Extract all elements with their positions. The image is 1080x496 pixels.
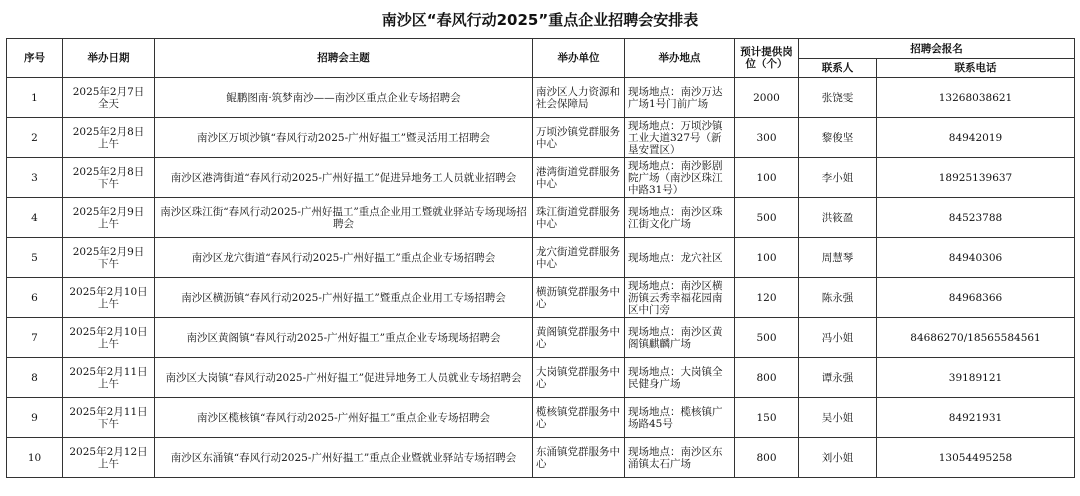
cell-no: 4 (7, 198, 63, 238)
cell-location: 现场地点：龙穴社区 (625, 238, 735, 278)
header-date: 举办日期 (63, 39, 155, 78)
cell-location: 现场地点：南沙区黄阁镇麒麟广场 (625, 318, 735, 358)
cell-date (63, 238, 155, 278)
cell-contact: 冯小姐 (799, 318, 877, 358)
cell-date (63, 198, 155, 238)
time-text: 全天 (98, 97, 119, 110)
cell-theme: 南沙区黄阁镇“春风行动2025-广州好揾工”重点企业专场现场招聘会 (155, 318, 533, 358)
cell-date (63, 158, 155, 198)
time-text: 下午 (98, 177, 119, 190)
table-row (7, 78, 1075, 118)
cell-org: 大岗镇党群服务中心 (533, 358, 625, 398)
cell-contact: 吴小姐 (799, 398, 877, 438)
cell-theme: 南沙区大岗镇“春风行动2025-广州好揾工”促进异地务工人员就业专场招聘会 (155, 358, 533, 398)
table-row (7, 318, 1075, 358)
cell-positions: 500 (735, 198, 799, 238)
cell-theme: 南沙区万顷沙镇“春风行动2025-广州好揾工”暨灵活用工招聘会 (155, 118, 533, 158)
table-row (7, 158, 1075, 198)
cell-contact: 谭永强 (799, 358, 877, 398)
cell-date (63, 78, 155, 118)
cell-org: 南沙区人力资源和社会保障局 (533, 78, 625, 118)
cell-date (63, 278, 155, 318)
time-text: 上午 (98, 337, 119, 350)
cell-org: 榄核镇党群服务中心 (533, 398, 625, 438)
table-row (7, 358, 1075, 398)
cell-org: 珠江街道党群服务中心 (533, 198, 625, 238)
cell-date (63, 318, 155, 358)
table-row (7, 278, 1075, 318)
table-row (7, 238, 1075, 278)
cell-phone: 84523788 (877, 198, 1075, 238)
cell-no: 7 (7, 318, 63, 358)
cell-contact: 陈永强 (799, 278, 877, 318)
header-phone: 联系电话 (877, 59, 1075, 78)
time-text: 上午 (98, 297, 119, 310)
date-text: 2025年2月10日 (69, 325, 148, 338)
date-text: 2025年2月7日 (72, 85, 145, 98)
time-text: 下午 (98, 257, 119, 270)
cell-contact: 洪筱盈 (799, 198, 877, 238)
page-title: 南沙区“春风行动2025”重点企业招聘会安排表 (381, 11, 699, 29)
date-text: 2025年2月8日 (72, 125, 145, 138)
cell-positions: 120 (735, 278, 799, 318)
cell-location: 现场地点：万顷沙镇工业大道327号（新垦安置区） (625, 118, 735, 158)
header-row (7, 39, 1075, 59)
cell-org: 东涌镇党群服务中心 (533, 438, 625, 478)
cell-positions: 800 (735, 438, 799, 478)
cell-theme: 鲲鹏图南·筑梦南沙——南沙区重点企业专场招聘会 (155, 78, 533, 118)
cell-location: 现场地点：大岗镇全民健身广场 (625, 358, 735, 398)
header-no: 序号 (7, 39, 63, 78)
cell-theme: 南沙区榄核镇“春风行动2025-广州好揾工”重点企业专场招聘会 (155, 398, 533, 438)
cell-theme: 南沙区港湾街道“春风行动2025-广州好揾工”促进异地务工人员就业招聘会 (155, 158, 533, 198)
header-registration: 招聘会报名 (799, 39, 1075, 59)
date-text: 2025年2月11日 (69, 405, 148, 418)
cell-location: 现场地点：南沙区横沥镇云秀幸福花园南区中门旁 (625, 278, 735, 318)
cell-date (63, 398, 155, 438)
cell-location: 现场地点：南沙区东涌镇太石广场 (625, 438, 735, 478)
time-text: 上午 (98, 377, 119, 390)
cell-no: 8 (7, 358, 63, 398)
cell-org: 港湾街道党群服务中心 (533, 158, 625, 198)
cell-org: 黄阁镇党群服务中心 (533, 318, 625, 358)
cell-positions: 800 (735, 358, 799, 398)
cell-contact: 刘小姐 (799, 438, 877, 478)
cell-no: 1 (7, 78, 63, 118)
header-contact: 联系人 (799, 59, 877, 78)
cell-location: 现场地点：南沙区珠江街文化广场 (625, 198, 735, 238)
cell-no: 6 (7, 278, 63, 318)
cell-contact: 黎俊坚 (799, 118, 877, 158)
cell-positions: 500 (735, 318, 799, 358)
date-text: 2025年2月9日 (72, 205, 145, 218)
cell-positions: 2000 (735, 78, 799, 118)
cell-date (63, 118, 155, 158)
cell-phone: 84942019 (877, 118, 1075, 158)
cell-org: 龙穴街道党群服务中心 (533, 238, 625, 278)
date-text: 2025年2月8日 (72, 165, 145, 178)
header-positions: 预计提供岗位（个） (735, 39, 799, 78)
cell-theme: 南沙区横沥镇“春风行动2025-广州好揾工”暨重点企业用工专场招聘会 (155, 278, 533, 318)
cell-location: 现场地点：南沙影剧院广场（南沙区珠江中路31号） (625, 158, 735, 198)
table-row (7, 118, 1075, 158)
schedule-table (6, 38, 1075, 478)
cell-location: 现场地点：榄核镇广场路45号 (625, 398, 735, 438)
date-text: 2025年2月11日 (69, 365, 148, 378)
header-location: 举办地点 (625, 39, 735, 78)
cell-positions: 300 (735, 118, 799, 158)
cell-positions: 100 (735, 158, 799, 198)
cell-location: 现场地点：南沙万达广场1号门前广场 (625, 78, 735, 118)
cell-theme: 南沙区珠江街“春风行动2025-广州好揾工”重点企业用工暨就业驿站专场现场招聘会 (155, 198, 533, 238)
time-text: 上午 (98, 137, 119, 150)
date-text: 2025年2月9日 (72, 245, 145, 258)
cell-contact: 张饶雯 (799, 78, 877, 118)
table-row (7, 398, 1075, 438)
cell-no: 9 (7, 398, 63, 438)
header-theme: 招聘会主题 (155, 39, 533, 78)
cell-positions: 100 (735, 238, 799, 278)
cell-phone: 84940306 (877, 238, 1075, 278)
table-row (7, 198, 1075, 238)
time-text: 上午 (98, 457, 119, 470)
cell-theme: 南沙区东涌镇“春风行动2025-广州好揾工”重点企业暨就业驿站专场招聘会 (155, 438, 533, 478)
cell-phone: 18925139637 (877, 158, 1075, 198)
date-text: 2025年2月10日 (69, 285, 148, 298)
table-row (7, 438, 1075, 478)
cell-org: 横沥镇党群服务中心 (533, 278, 625, 318)
cell-phone: 84921931 (877, 398, 1075, 438)
cell-no: 2 (7, 118, 63, 158)
cell-phone: 13268038621 (877, 78, 1075, 118)
cell-phone: 39189121 (877, 358, 1075, 398)
cell-theme: 南沙区龙穴街道“春风行动2025-广州好揾工”重点企业专场招聘会 (155, 238, 533, 278)
cell-contact: 李小姐 (799, 158, 877, 198)
header-org: 举办单位 (533, 39, 625, 78)
cell-org: 万顷沙镇党群服务中心 (533, 118, 625, 158)
cell-phone: 84968366 (877, 278, 1075, 318)
cell-phone: 84686270/18565584561 (877, 318, 1075, 358)
cell-date (63, 358, 155, 398)
cell-phone: 13054495258 (877, 438, 1075, 478)
cell-positions: 150 (735, 398, 799, 438)
time-text: 下午 (98, 417, 119, 430)
date-text: 2025年2月12日 (69, 445, 148, 458)
cell-no: 10 (7, 438, 63, 478)
cell-no: 5 (7, 238, 63, 278)
cell-no: 3 (7, 158, 63, 198)
cell-date (63, 438, 155, 478)
cell-contact: 周慧琴 (799, 238, 877, 278)
time-text: 上午 (98, 217, 119, 230)
